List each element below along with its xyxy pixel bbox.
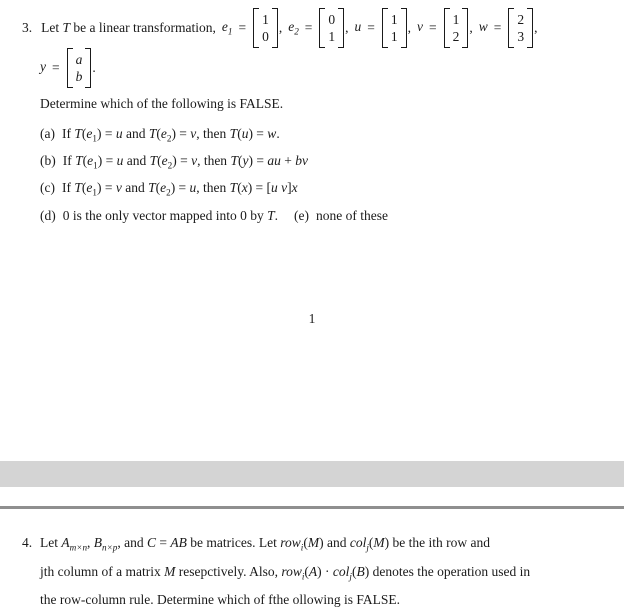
separator-comma: , [345,20,349,35]
option-d-e [40,205,610,228]
matrix-entry: 1 [262,12,269,27]
option-a [40,123,610,150]
page-gap-band [0,461,624,487]
separator-comma: , [469,20,473,35]
matrix-entry: b [75,69,83,84]
option-b [40,150,610,177]
vector-v-name: v [417,19,424,35]
equals-sign: = [238,20,247,35]
problem-3 [22,8,610,227]
vector-y-name: y [40,59,46,75]
vector-e1 [222,8,282,48]
problem-4-line-2: jth column of a matrix M resepctively. Also, row$_i$(A) · col$_j$(B) denotes the operation used in [40,563,531,582]
problem-4-number: 4. [22,535,33,550]
equals-sign: = [429,20,437,35]
vector-w-name: w [478,19,488,35]
matrix-entry: 2 [517,12,525,27]
problem-3-options [40,123,610,227]
problem-4-line-1 [22,531,608,560]
matrix-entry: 1 [390,29,398,44]
vector-u-name: u [354,19,362,35]
vector-e2-name: $e_2$ [288,19,299,37]
separator-comma: , [278,20,283,35]
equals-sign: = [304,20,313,35]
vector-e1-matrix [253,8,278,48]
matrix-entry: 0 [328,12,336,27]
option-c-label: (c) [40,180,55,196]
vector-y [40,48,96,88]
matrix-entry: 1 [390,12,398,27]
equals-sign: = [367,20,375,35]
vector-y-matrix [67,48,92,88]
problem-3-line-2 [40,48,610,88]
problem-3-intro: Let T be a linear transformation, [41,20,216,35]
matrix-entry: 0 [262,29,269,44]
horizontal-rule [0,506,624,509]
separator-comma: , [407,20,412,35]
page-number: 1 [308,311,316,326]
option-d-label: (d) [40,207,56,223]
vector-e1-name: $e_1$ [221,19,233,37]
option-b-label: (b) [40,153,56,169]
matrix-entry: 2 [452,29,460,44]
matrix-entry: 1 [452,12,460,27]
problem-4 [22,531,608,612]
option-e-text: none of these [315,207,388,223]
vector-v-matrix [444,8,469,48]
vector-u [355,8,412,48]
equals-sign: = [493,20,502,35]
option-c-text: If $T(e_1) = v$ and $T(e_2) = u$, then T(x) = [u v]x [61,180,298,199]
problem-4-text-1: Let $A_{m\times n}$, $B_{n\times p}$, and C = AB be matrices. Let row$_i$(M) and col$_j$(M) be the ith row and [40,535,490,553]
separator-comma: , [534,20,538,35]
equals-sign: = [52,60,60,75]
matrix-entry: 3 [517,29,525,44]
problem-3-prompt: Determine which of the following is FALSE. [40,96,284,111]
vector-e2-matrix [319,8,344,48]
option-a-label: (a) [40,126,55,141]
problem-3-number: 3. [22,20,33,35]
option-e-label: (e) [293,207,309,223]
vector-w [479,8,538,48]
option-a-text: If $T(e_1) = u$ and $T(e_2) = v$, then T(u) = w. [61,126,280,144]
option-d-text: 0 is the only vector mapped into 0 by T. [62,207,278,223]
matrix-entry: 1 [328,29,336,44]
problem-3-line-1 [22,8,610,48]
vector-u-matrix [382,8,407,48]
separator-period: . [92,60,96,75]
vector-v [417,8,473,48]
option-b-text: If $T(e_1) = u$ and $T(e_2) = v$, then T(y) = au + bv [62,153,308,171]
vector-w-matrix [508,8,533,48]
vector-e2 [288,8,348,48]
option-c [40,177,610,204]
matrix-entry: a [75,52,83,67]
problem-4-line-3: the row-column rule. Determine which of fthe ollowing is FALSE. [40,592,401,608]
